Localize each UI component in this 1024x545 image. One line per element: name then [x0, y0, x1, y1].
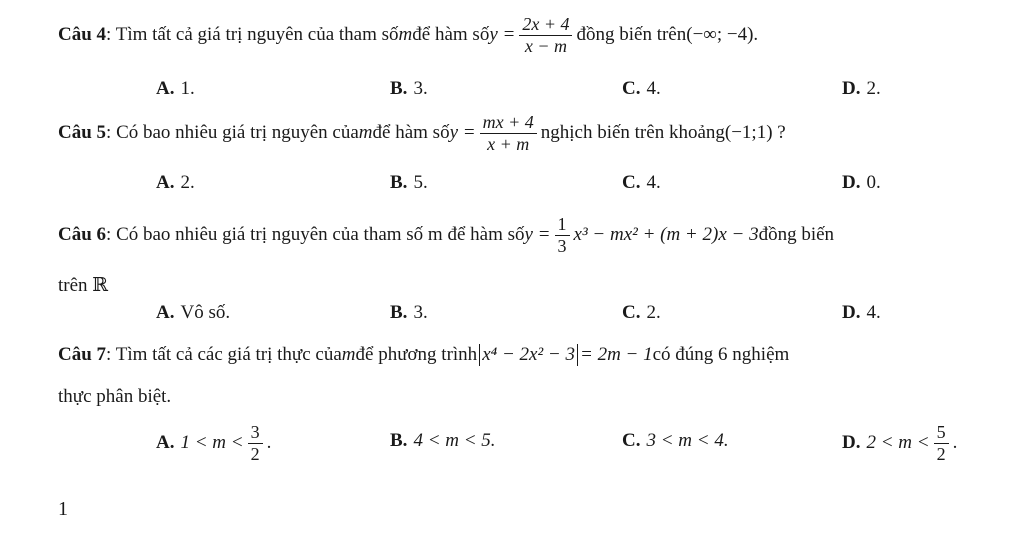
q6-choice-b: B. 3.: [390, 302, 428, 323]
page-number: 1: [58, 498, 68, 520]
q7-stem-line2: thực phân biệt.: [58, 386, 172, 407]
q4-choice-c: C. 4.: [622, 78, 661, 99]
q7-text-after: có đúng 6 nghiệm: [652, 344, 790, 365]
q5-choice-b: B. 5.: [390, 172, 428, 193]
q5-label: Câu 5: [58, 122, 107, 144]
q7-text-mid: để phương trình: [355, 344, 478, 365]
q5-y-eq: y =: [449, 122, 476, 144]
q6-choice-c: C. 2.: [622, 302, 661, 323]
q4-fraction: [519, 14, 572, 56]
q6-expression: x³ − mx² + (m + 2)x − 3: [573, 224, 759, 246]
q5-text-mid: để hàm số: [372, 122, 450, 144]
q4-choice-d: D. 2.: [842, 78, 881, 99]
q5-choice-d: D. 0.: [842, 172, 881, 193]
q4-choice-b: B. 3.: [390, 78, 428, 99]
q6-stem-line2: trên ℝ: [58, 275, 109, 296]
q7-stem: [58, 344, 789, 366]
q5-interval: (−1;1) ?: [724, 122, 786, 144]
q6-y-eq: y =: [524, 224, 551, 246]
q7-abs-expression: x⁴ − 2x² − 3: [482, 344, 575, 365]
q6-label: Câu 6: [58, 224, 107, 246]
q5-choice-c: C. 4.: [622, 172, 661, 193]
q6-fraction: [555, 214, 570, 256]
q5-choice-a: A. 2.: [156, 172, 195, 193]
q7-choice-c: C. 3 < m < 4.: [622, 430, 729, 451]
q4-choice-a: A. 1.: [156, 78, 195, 99]
q5-stem: [58, 112, 786, 154]
q4-fraction-num: 2x + 4: [519, 14, 572, 36]
q7-text-before: : Tìm tất cả các giá trị thực của: [106, 344, 342, 365]
q6-fraction-den: 3: [557, 235, 567, 256]
q6-stem: [58, 214, 834, 256]
q6-choice-a: A. Vô số.: [156, 302, 231, 323]
q7-choice-a: A. 1 < m < $\frac{3}{2}$ .: [156, 422, 272, 464]
q5-var-m: m: [358, 122, 373, 144]
q7-abs-bar-left: [479, 344, 480, 366]
q5-fraction-den: x + m: [487, 133, 530, 154]
q5-text-before: : Có bao nhiêu giá trị nguyên của: [106, 122, 359, 144]
q4-text-before: : Tìm tất cả giá trị nguyên của tham số: [106, 24, 399, 46]
q5-fraction: [480, 112, 537, 154]
q4-var-m: m: [398, 24, 413, 46]
q7-rhs: = 2m − 1: [580, 344, 653, 365]
q6-fraction-num: 1: [555, 214, 570, 236]
q7-var-m: m: [341, 344, 356, 365]
q4-label: Câu 4: [58, 24, 107, 46]
q4-y-eq: y =: [489, 24, 516, 46]
q5-text-after: nghịch biến trên khoảng: [540, 122, 725, 144]
q4-interval: (−∞; −4).: [686, 24, 759, 46]
q4-stem: [58, 14, 758, 56]
q6-choice-d: D. 4.: [842, 302, 881, 323]
q7-abs-bar-right: [577, 344, 578, 366]
q6-text-after: đồng biến: [758, 224, 835, 246]
q7-choice-d: D. 2 < m < $\frac{5}{2}$ .: [842, 422, 958, 464]
q4-fraction-den: x − m: [524, 35, 567, 56]
q7-label: Câu 7: [58, 344, 107, 365]
q6-text-before: : Có bao nhiêu giá trị nguyên của tham số m để hàm số: [106, 224, 525, 246]
q7-choice-b: B. 4 < m < 5.: [390, 430, 496, 451]
q4-text-mid: để hàm số: [412, 24, 490, 46]
q4-text-after: đồng biến trên: [576, 24, 687, 46]
q5-fraction-num: mx + 4: [480, 112, 537, 134]
